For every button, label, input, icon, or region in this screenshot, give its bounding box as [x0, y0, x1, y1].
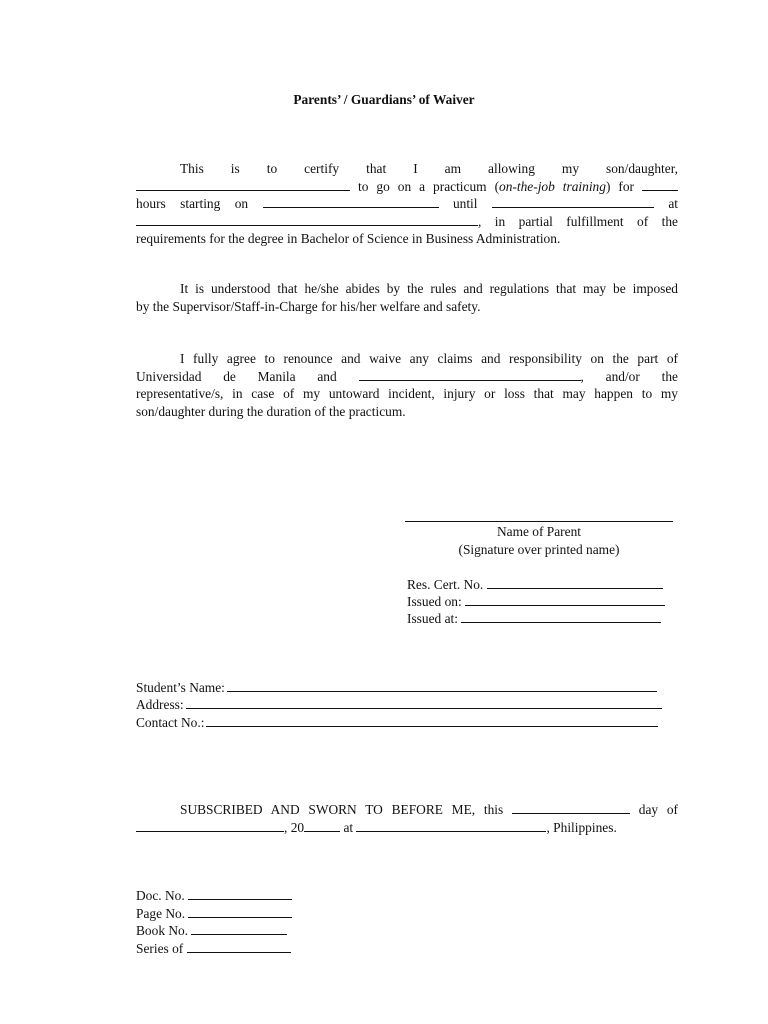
- issued-on-row: Issued on:: [407, 593, 665, 611]
- hours-blank[interactable]: [642, 179, 678, 191]
- series-row: Series of: [136, 940, 291, 958]
- document-title: Parents’ / Guardians’ of Waiver: [293, 92, 475, 107]
- address-field[interactable]: [186, 697, 662, 709]
- certify-line-3: hours starting on until at: [136, 196, 678, 212]
- series-blank[interactable]: [187, 941, 291, 953]
- issued-at-blank[interactable]: [461, 611, 661, 623]
- page-no-blank[interactable]: [188, 906, 292, 918]
- doc-no-blank[interactable]: [188, 888, 292, 900]
- signature-sub-label: (Signature over printed name): [458, 542, 620, 557]
- res-cert-blank[interactable]: [487, 577, 663, 589]
- certify-line-5: requirements for the degree in Bachelor of Science in Business Administration.: [136, 231, 561, 247]
- waiver-line-4: son/daughter during the duration of the practicum.: [136, 403, 406, 419]
- end-date-blank[interactable]: [492, 196, 654, 208]
- book-no-blank[interactable]: [191, 923, 287, 935]
- res-cert-row: Res. Cert. No.: [407, 576, 663, 594]
- student-name-blank[interactable]: [136, 179, 350, 191]
- student-name-field[interactable]: [227, 680, 657, 692]
- rules-paragraph: [136, 280, 678, 315]
- company-waiver-blank[interactable]: [359, 369, 581, 381]
- certify-line-1: This is to certify that I am allowing my son/daughter,: [180, 161, 678, 176]
- book-no-row: Book No.: [136, 922, 287, 940]
- company-blank[interactable]: [136, 214, 478, 226]
- sworn-line-2: , 20 at , Philippines.: [136, 819, 678, 837]
- page-no-row: Page No.: [136, 905, 292, 923]
- issued-on-blank[interactable]: [465, 594, 665, 606]
- certify-paragraph: [136, 160, 678, 248]
- waiver-line-2: Universidad de Manila and , and/or the: [136, 368, 678, 384]
- issued-at-row: Issued at:: [407, 610, 661, 628]
- contact-row: Contact No.:: [136, 714, 658, 732]
- parent-signature-line[interactable]: [405, 521, 673, 522]
- rules-line-1: It is understood that he/she abides by the rules and regulations that may be imposed: [180, 281, 678, 296]
- rules-line-2: by the Supervisor/Staff-in-Charge for his/her welfare and safety.: [136, 298, 481, 314]
- sworn-day-blank[interactable]: [512, 802, 630, 814]
- start-date-blank[interactable]: [263, 196, 439, 208]
- sworn-year-blank[interactable]: [304, 820, 340, 832]
- sworn-place-blank[interactable]: [356, 820, 546, 832]
- sworn-line-1: SUBSCRIBED AND SWORN TO BEFORE ME, this day of: [180, 802, 678, 817]
- contact-field[interactable]: [206, 715, 658, 727]
- waiver-line-3: representative/s, in case of my untoward incident, injury or loss that may happen to my: [136, 386, 678, 402]
- doc-no-row: Doc. No.: [136, 887, 292, 905]
- waiver-paragraph: [136, 350, 678, 420]
- certify-line-4: , in partial fulfillment of the: [136, 213, 678, 231]
- waiver-line-1: I fully agree to renounce and waive any claims and responsibility on the part of: [180, 351, 678, 366]
- student-name-row: Student’s Name:: [136, 679, 657, 697]
- sworn-month-blank[interactable]: [136, 820, 284, 832]
- certify-line-2: to go on a practicum (on-the-job training) for: [136, 178, 678, 196]
- parent-name-label: Name of Parent: [496, 524, 582, 539]
- address-row: Address:: [136, 696, 662, 714]
- sworn-paragraph: [136, 801, 678, 836]
